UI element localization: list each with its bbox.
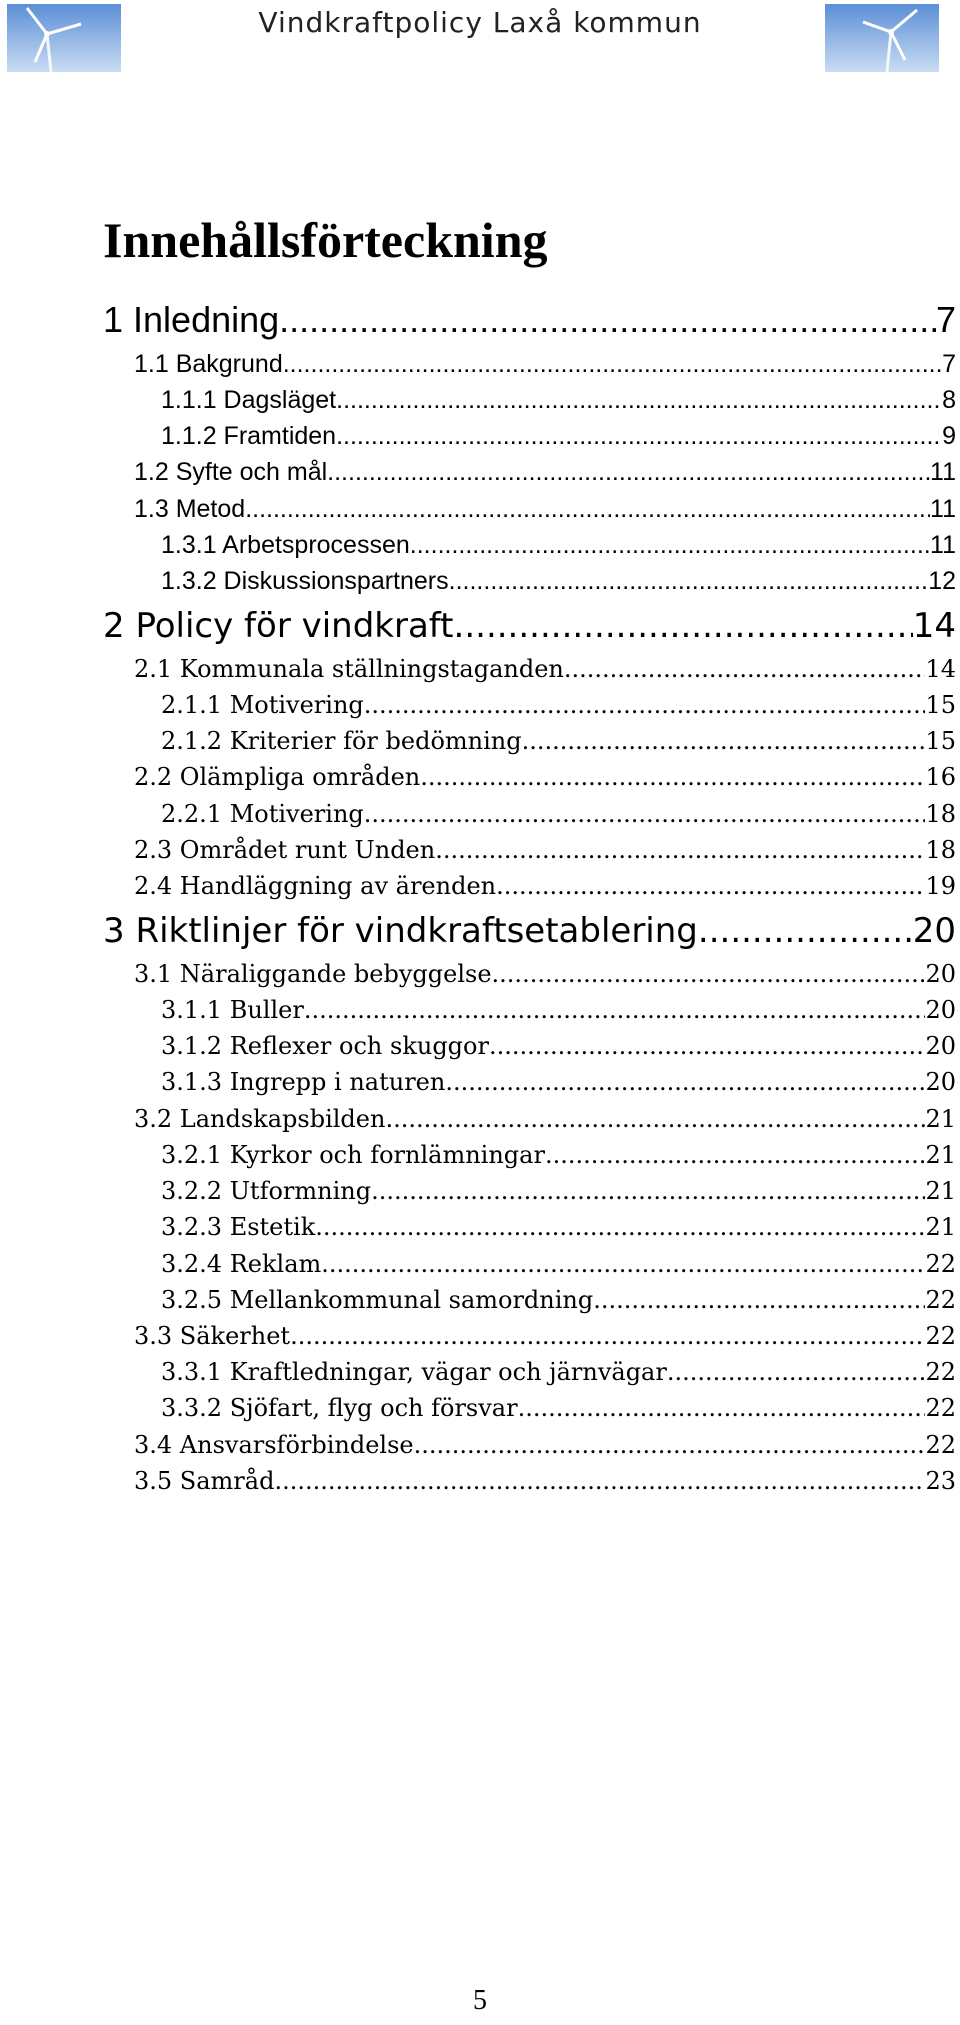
toc-entry[interactable] xyxy=(134,493,956,525)
toc-entry-page: 20 xyxy=(925,996,956,1024)
page-header xyxy=(0,0,960,80)
toc-entry[interactable] xyxy=(161,1066,956,1098)
toc-entry-page: 15 xyxy=(925,727,956,755)
toc-entry-label: 3.1 Näraliggande bebyggelse xyxy=(134,960,492,988)
toc-entry-label: 3.3 Säkerhet xyxy=(134,1322,291,1350)
toc-entry-label: 3.1.2 Reflexer och skuggor xyxy=(161,1032,489,1060)
header-title: Vindkraftpolicy Laxå kommun xyxy=(258,6,702,39)
toc-entry[interactable] xyxy=(161,384,956,416)
toc-dot-leader xyxy=(410,529,930,561)
toc-entry[interactable] xyxy=(134,348,956,380)
toc-entry-page: 22 xyxy=(925,1250,956,1278)
toc-dot-leader xyxy=(371,1175,925,1207)
toc-dot-leader xyxy=(698,911,913,951)
toc-entry-label: 3.2.2 Utformning xyxy=(161,1177,372,1205)
toc-entry[interactable] xyxy=(161,1175,956,1207)
toc-entry[interactable] xyxy=(134,870,956,902)
toc-dot-leader xyxy=(435,834,925,866)
toc-entry-page: 21 xyxy=(925,1105,956,1133)
toc-entry-label: 3.3.2 Sjöfart, flyg och försvar xyxy=(161,1394,518,1422)
toc-entry[interactable] xyxy=(134,761,956,793)
toc-entry-label: 3.1.1 Buller xyxy=(161,996,304,1024)
toc-entry-page: 18 xyxy=(925,836,956,864)
toc-entry-label: 3.1.3 Ingrepp i naturen xyxy=(161,1068,446,1096)
toc-entry[interactable] xyxy=(161,994,956,1026)
toc-dot-leader xyxy=(492,958,926,990)
toc-dot-leader xyxy=(445,1066,925,1098)
toc-entry-page: 21 xyxy=(925,1177,956,1205)
toc-entry-page: 11 xyxy=(930,495,956,523)
toc-entry-label: 1.3 Metod xyxy=(134,495,246,523)
toc-dot-leader xyxy=(283,348,942,380)
toc-entry[interactable] xyxy=(161,1030,956,1062)
toc-entry-page: 7 xyxy=(935,299,956,340)
toc-entry-page: 22 xyxy=(925,1322,956,1350)
toc-dot-leader xyxy=(564,653,926,685)
toc-entry-page: 19 xyxy=(925,872,956,900)
toc-entry-label: 3.2 Landskapsbilden xyxy=(134,1105,386,1133)
toc-entry-label: 1.1 Bakgrund xyxy=(134,350,283,378)
toc-dot-leader xyxy=(364,798,926,830)
toc-entry[interactable] xyxy=(103,606,956,646)
toc-dot-leader xyxy=(385,1103,925,1135)
toc-entry[interactable] xyxy=(103,911,956,951)
toc-entry-page: 23 xyxy=(925,1467,956,1495)
wind-turbine-logo-right-icon xyxy=(825,4,939,72)
toc-entry-page: 14 xyxy=(925,655,956,683)
toc-entry-page: 20 xyxy=(925,1068,956,1096)
toc-entry-label: 2.2 Olämpliga områden xyxy=(134,763,421,791)
toc-entry-label: 3.2.4 Reklam xyxy=(161,1250,322,1278)
toc-entry-page: 8 xyxy=(942,386,956,414)
toc-entry-label: 1.3.2 Diskussionspartners xyxy=(161,567,449,595)
toc-entry-page: 22 xyxy=(925,1431,956,1459)
toc-entry[interactable] xyxy=(134,1465,956,1497)
toc-entry-label: 3.5 Samråd xyxy=(134,1467,275,1495)
toc-dot-leader xyxy=(327,456,930,488)
toc-entry[interactable] xyxy=(134,1320,956,1352)
toc-dot-leader xyxy=(489,1030,925,1062)
toc-entry-label: 1 Inledning xyxy=(103,299,280,340)
toc-entry[interactable] xyxy=(161,1284,956,1316)
toc-dot-leader xyxy=(449,565,929,597)
toc-entry-label: 3.2.1 Kyrkor och fornlämningar xyxy=(161,1141,545,1169)
toc-dot-leader xyxy=(279,300,936,340)
toc-entry[interactable] xyxy=(161,689,956,721)
toc-entry[interactable] xyxy=(161,1248,956,1280)
toc-entry-page: 16 xyxy=(925,763,956,791)
toc-entry-label: 1.1.1 Dagsläget xyxy=(161,386,337,414)
toc-dot-leader xyxy=(420,761,925,793)
page-number: 5 xyxy=(473,1985,487,2016)
toc-entry-label: 2.2.1 Motivering xyxy=(161,800,364,828)
toc-entry-label: 2.4 Handläggning av ärenden xyxy=(134,872,497,900)
toc-entry[interactable] xyxy=(161,1356,956,1388)
toc-entry[interactable] xyxy=(161,725,956,757)
toc-dot-leader xyxy=(290,1320,925,1352)
toc-dot-leader xyxy=(321,1248,925,1280)
toc-entry[interactable] xyxy=(134,456,956,488)
toc-dot-leader xyxy=(593,1284,925,1316)
toc-dot-leader xyxy=(274,1465,925,1497)
toc-dot-leader xyxy=(667,1356,926,1388)
toc-entry[interactable] xyxy=(161,529,956,561)
toc-entry-label: 2.3 Området runt Unden xyxy=(134,836,436,864)
toc-entry-page: 20 xyxy=(912,911,956,951)
toc-entry-label: 1.2 Syfte och mål xyxy=(134,458,328,486)
toc-entry-page: 21 xyxy=(925,1213,956,1241)
toc-entry-label: 3.2.5 Mellankommunal samordning xyxy=(161,1286,594,1314)
toc-entry-page: 22 xyxy=(925,1394,956,1422)
toc-entry-label: 3.3.1 Kraftledningar, vägar och järnvägar xyxy=(161,1358,667,1386)
toc-dot-leader xyxy=(336,420,942,452)
toc-entry[interactable] xyxy=(134,958,956,990)
toc-entry-page: 14 xyxy=(912,606,956,646)
toc-entry-label: 1.3.1 Arbetsprocessen xyxy=(161,531,410,559)
toc-entry-label: 3.4 Ansvarsförbindelse xyxy=(134,1431,414,1459)
toc-entry[interactable] xyxy=(134,1429,956,1461)
toc-entry[interactable] xyxy=(103,300,956,340)
toc-dot-leader xyxy=(414,1429,926,1461)
toc-entry-label: 3.2.3 Estetik xyxy=(161,1213,316,1241)
toc-dot-leader xyxy=(496,870,925,902)
toc-entry-page: 9 xyxy=(942,422,956,450)
toc-entry-page: 21 xyxy=(925,1141,956,1169)
toc-entry[interactable] xyxy=(134,834,956,866)
toc-entry[interactable] xyxy=(161,1139,956,1171)
toc-entry[interactable] xyxy=(134,1103,956,1135)
toc-dot-leader xyxy=(304,994,926,1026)
toc-entry-page: 15 xyxy=(925,691,956,719)
toc-dot-leader xyxy=(315,1211,925,1243)
toc-entry-page: 22 xyxy=(925,1286,956,1314)
toc-entry[interactable] xyxy=(134,653,956,685)
toc-entry[interactable] xyxy=(161,565,956,597)
toc-entry-page: 11 xyxy=(930,531,956,559)
toc-dot-leader xyxy=(364,689,926,721)
toc-dot-leader xyxy=(545,1139,926,1171)
toc-entry-page: 20 xyxy=(925,1032,956,1060)
toc-dot-leader xyxy=(245,493,930,525)
toc-dot-leader xyxy=(522,725,926,757)
toc-heading: Innehållsförteckning xyxy=(103,212,548,268)
toc-entry[interactable] xyxy=(161,420,956,452)
toc-entry[interactable] xyxy=(161,798,956,830)
toc-entry-label: 1.1.2 Framtiden xyxy=(161,422,337,450)
toc-entry-page: 7 xyxy=(942,350,956,378)
toc-entry-page: 11 xyxy=(930,458,956,486)
toc-entry-page: 22 xyxy=(925,1358,956,1386)
toc-entry[interactable] xyxy=(161,1211,956,1243)
toc-entry-label: 2.1 Kommunala ställningstaganden xyxy=(134,655,564,683)
toc-entry-label: 2.1.2 Kriterier för bedömning xyxy=(161,727,522,755)
toc-entry-page: 20 xyxy=(925,960,956,988)
toc-entry-page: 12 xyxy=(928,567,956,595)
toc-dot-leader xyxy=(518,1392,926,1424)
toc-entry-label: 2 Policy för vindkraft xyxy=(103,606,454,646)
toc-entry-page: 18 xyxy=(925,800,956,828)
toc-entry-label: 2.1.1 Motivering xyxy=(161,691,364,719)
toc-entry-label: 3 Riktlinjer för vindkraftsetablering xyxy=(103,911,698,951)
toc-dot-leader xyxy=(454,606,913,646)
toc-dot-leader xyxy=(336,384,942,416)
toc-entry[interactable] xyxy=(161,1392,956,1424)
